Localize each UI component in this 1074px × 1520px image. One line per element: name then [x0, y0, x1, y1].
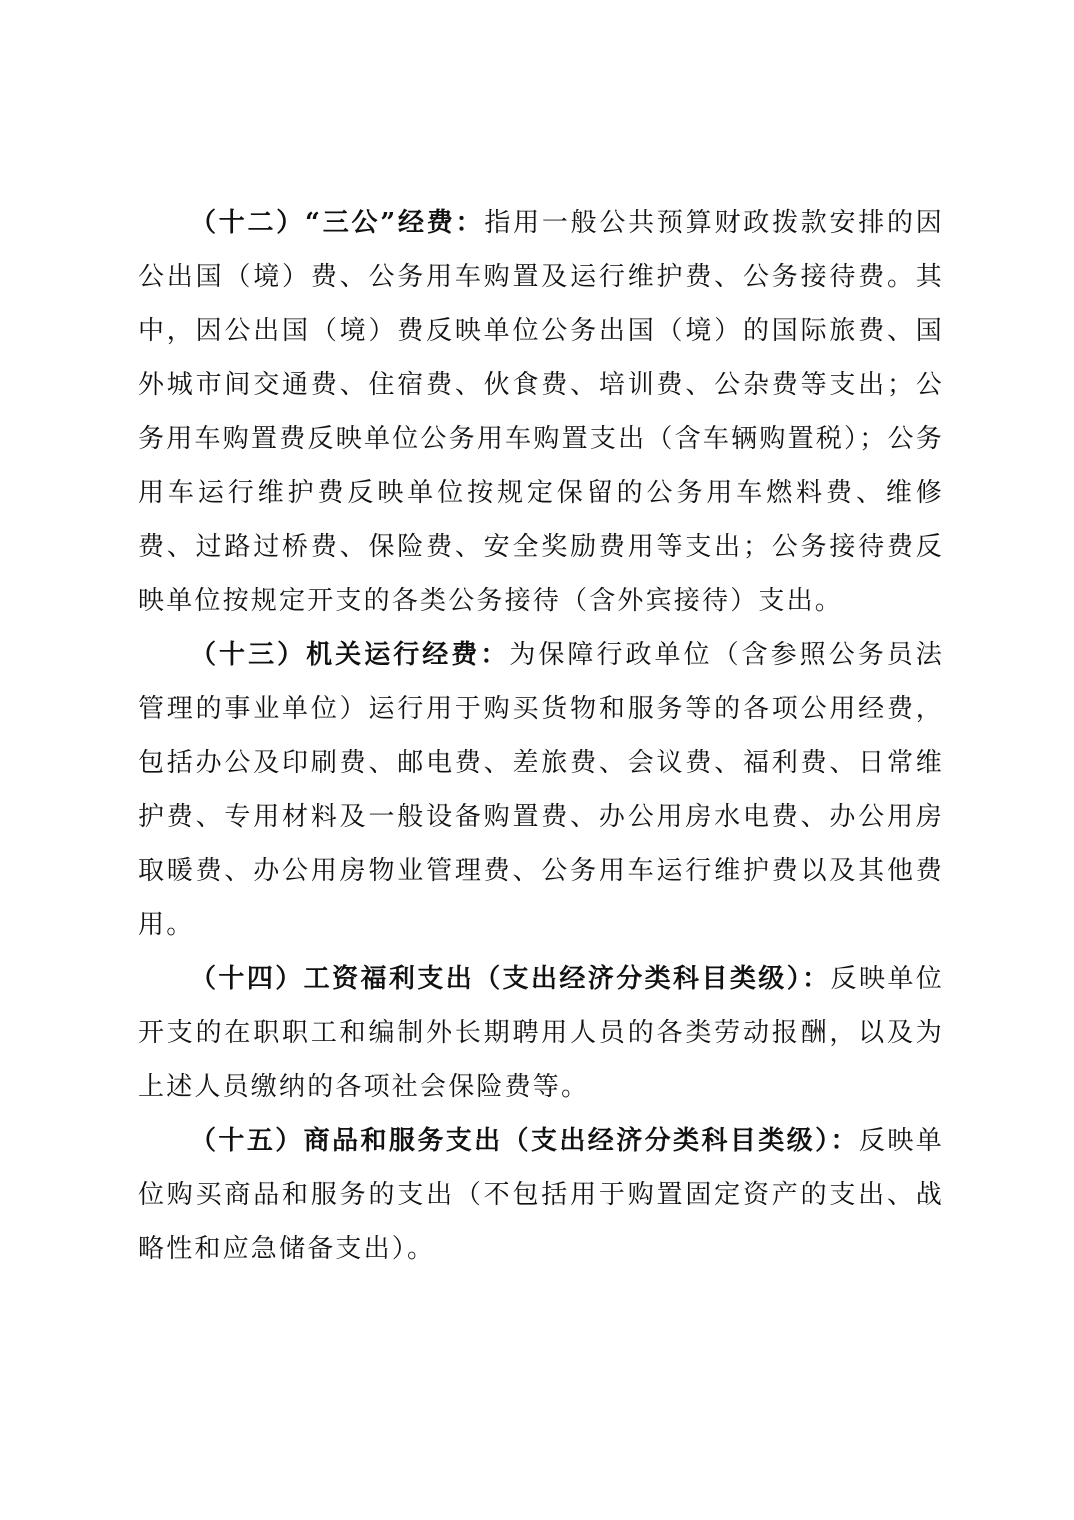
term-goods-services-expenditure: （十五）商品和服务支出（支出经济分类科目类级）： [190, 1126, 859, 1156]
paragraph-agency-operating-expenses [138, 628, 944, 952]
paragraph-goods-services-expenditure [138, 1114, 944, 1276]
term-three-public-expenses: （十二）“三公”经费： [190, 208, 485, 238]
paragraph-wages-welfare-expenditure [138, 952, 944, 1114]
document-body [138, 196, 944, 1276]
definition-wages-welfare-expenditure: 反映单位开支的在职职工和编制外长期聘用人员的各类劳动报酬，以及为上述人员缴纳的各项社会保险费等。 [138, 964, 944, 1102]
definition-goods-services-expenditure: 反映单位购买商品和服务的支出（不包括用于购置固定资产的支出、战略性和应急储备支出）。 [138, 1126, 944, 1264]
term-agency-operating-expenses: （十三）机关运行经费： [190, 640, 510, 670]
term-wages-welfare-expenditure: （十四）工资福利支出（支出经济分类科目类级）： [190, 964, 831, 994]
paragraph-three-public-expenses [138, 196, 944, 628]
definition-agency-operating-expenses: 为保障行政单位（含参照公务员法管理的事业单位）运行用于购买货物和服务等的各项公用经费，包括办公及印刷费、邮电费、差旅费、会议费、福利费、日常维护费、专用材料及一般设备购置费、办公用房水电费、办公用房取暖费、办公用房物业管理费、公务用车运行维护费以及其他费用。 [138, 640, 944, 940]
definition-three-public-expenses: 指用一般公共预算财政拨款安排的因公出国（境）费、公务用车购置及运行维护费、公务接待费。其中，因公出国（境）费反映单位公务出国（境）的国际旅费、国外城市间交通费、住宿费、伙食费、培训费、公杂费等支出；公务用车购置费反映单位公务用车购置支出（含车辆购置税）；公务用车运行维护费反映单位按规定保留的公务用车燃料费、维修费、过路过桥费、保险费、安全奖励费用等支出；公务接待费反映单位按规定开支的各类公务接待（含外宾接待）支出。 [138, 208, 944, 616]
